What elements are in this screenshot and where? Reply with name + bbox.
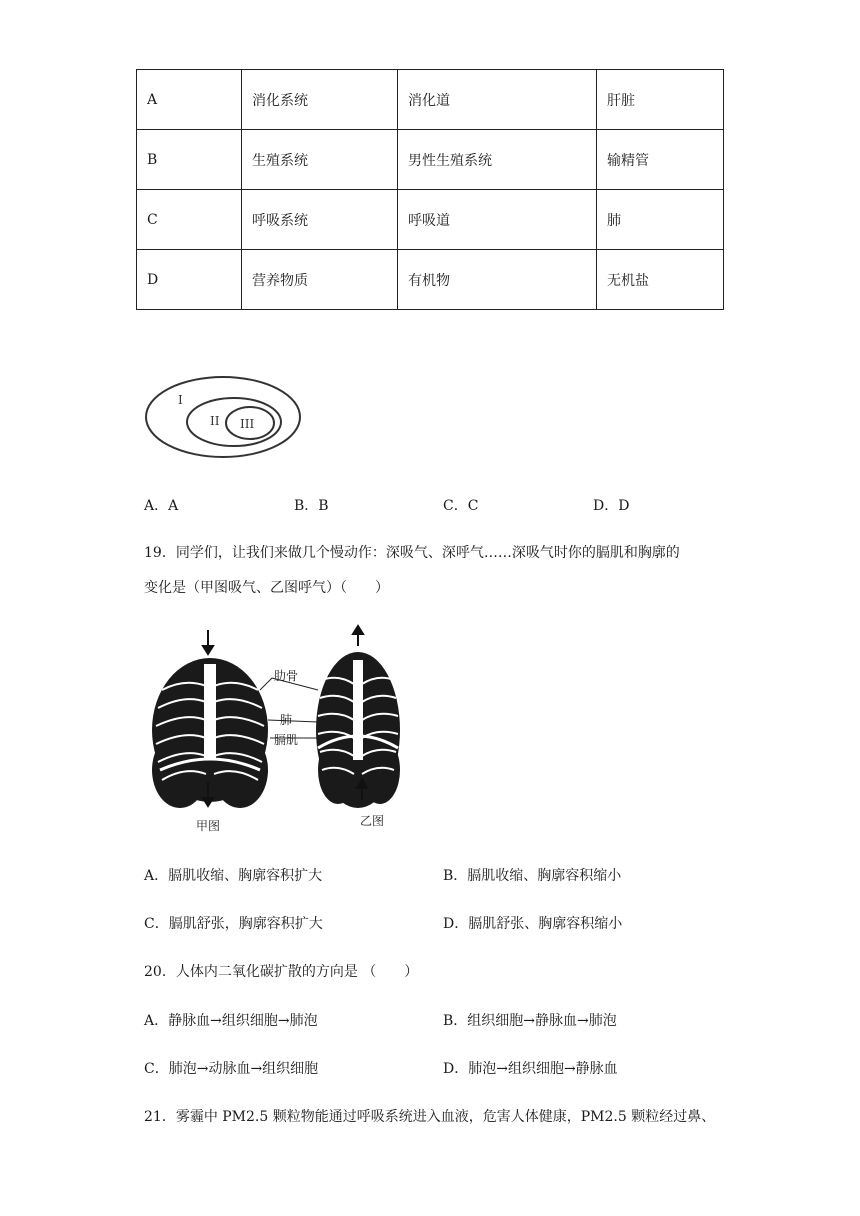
venn-label-2: II (210, 414, 220, 428)
arrow-down-top-left (203, 630, 213, 654)
venn-label-3: III (240, 417, 255, 431)
q20-option-d: D．肺泡→组织细胞→静脉血 (443, 1061, 618, 1077)
table-row (137, 250, 724, 310)
q18-option-c: C．C (443, 498, 479, 514)
q20-option-b: B．组织细胞→静脉血→肺泡 (443, 1013, 617, 1029)
q19-question-line1: 19．同学们，让我们来做几个慢动作：深吸气、深呼气……深吸气时你的膈肌和胸廓的 (144, 545, 680, 561)
venn-middle-ellipse (187, 398, 281, 446)
table-cell: B (137, 130, 242, 190)
table-cell: C (137, 190, 242, 250)
q20-option-a: A．静脉血→组织细胞→肺泡 (144, 1013, 318, 1029)
venn-label-1: I (178, 393, 183, 407)
table-cell: 消化道 (398, 70, 597, 130)
q19-option-a: A．膈肌收缩、胸廓容积扩大 (144, 868, 323, 884)
table-cell: D (137, 250, 242, 310)
table-cell: 呼吸道 (398, 190, 597, 250)
table-row (137, 190, 724, 250)
callout-diaphragm-label: 膈肌 (274, 733, 299, 747)
q19-option-b: B．膈肌收缩、胸廓容积缩小 (443, 868, 622, 884)
table-cell: 男性生殖系统 (398, 130, 597, 190)
venn-diagram (140, 372, 310, 462)
callout-lines (260, 678, 318, 738)
q20-option-c: C．肺泡→动脉血→组织细胞 (144, 1061, 319, 1077)
q21-question-line1: 21．雾霾中 PM2.5 颗粒物能通过呼吸系统进入血液，危害人体健康，PM2.5 颗粒经过鼻、 (144, 1109, 716, 1125)
q19-option-d: D．膈肌舒张、胸廓容积缩小 (443, 916, 623, 932)
table-row (137, 130, 724, 190)
table-cell: A (137, 70, 242, 130)
q18-option-a: A．A (144, 498, 179, 514)
q19-question-line2: 变化是（甲图吸气、乙图呼气）（ ） (144, 580, 389, 596)
q20-question: 20．人体内二氧化碳扩散的方向是 （ ） (144, 964, 419, 980)
table-cell: 消化系统 (242, 70, 398, 130)
table-row (137, 70, 724, 130)
classification-table (136, 69, 724, 310)
table-cell: 营养物质 (242, 250, 398, 310)
table-cell: 输精管 (597, 130, 724, 190)
arrow-up-top-right (353, 626, 363, 646)
q19-option-c: C．膈肌舒张，胸廓容积扩大 (144, 916, 323, 932)
table-cell: 有机物 (398, 250, 597, 310)
table-cell: 肺 (597, 190, 724, 250)
table-cell: 生殖系统 (242, 130, 398, 190)
table-cell: 肝脏 (597, 70, 724, 130)
ribcage-left (152, 658, 268, 808)
figure-label-right: 乙图 (360, 814, 385, 828)
q18-option-b: B．B (294, 498, 329, 514)
callout-rib-label: 肋骨 (274, 669, 299, 683)
q18-option-d: D．D (593, 498, 630, 514)
table-cell: 无机盐 (597, 250, 724, 310)
table-cell: 呼吸系统 (242, 190, 398, 250)
figure-label-left: 甲图 (196, 819, 221, 833)
ribcage-figure (140, 620, 430, 840)
callout-lung-label: 肺 (280, 713, 293, 727)
